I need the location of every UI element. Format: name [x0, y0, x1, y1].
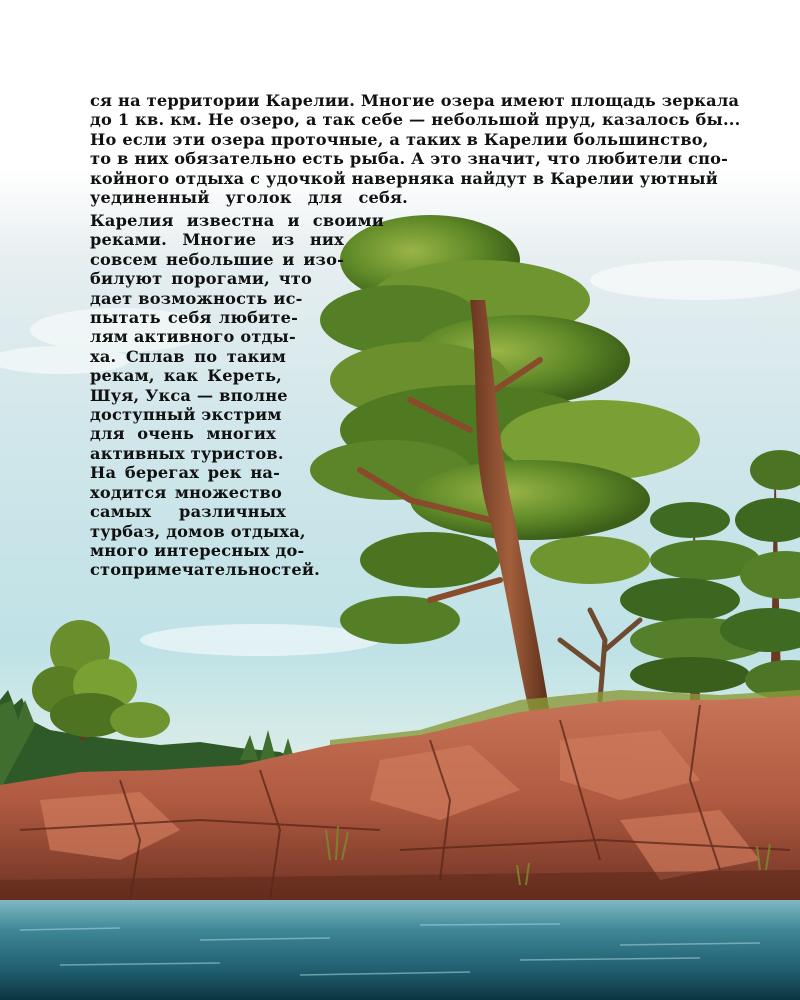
text-line: уединенный уголок для себя.	[90, 188, 408, 208]
text-line: На берегах рек на-	[90, 463, 280, 483]
text-line: пытать себя любите-	[90, 308, 298, 328]
text-line: рекам, как Кереть,	[90, 366, 282, 386]
text-line: для очень многих	[90, 424, 276, 444]
text-line: реками. Многие из них	[90, 230, 344, 250]
text-line: совсем небольшие и изо-	[90, 249, 344, 269]
text-line: самых различных	[90, 502, 286, 522]
text-line: Но если эти озера проточные, а таких в Карелии большинство,	[90, 129, 709, 149]
top-paragraph	[90, 91, 741, 208]
text-line: стопримечательностей.	[90, 560, 320, 580]
text-line: лям активного отды-	[90, 327, 296, 347]
text-line: дает возможность ис-	[90, 288, 303, 308]
text-line: ха. Сплав по таким	[90, 346, 286, 366]
text-line: до 1 кв. км. Не озеро, а так себе — небольшой пруд, казалось бы...	[90, 110, 741, 130]
text-line: койного отдыха с удочкой наверняка найдут в Карелии уютный	[90, 168, 718, 188]
text-line: доступный экстрим	[90, 405, 282, 425]
text-line: много интересных до-	[90, 540, 305, 560]
text-line: билуют порогами, что	[90, 269, 312, 289]
text-line: активных туристов.	[90, 443, 284, 463]
text-line: ходится множество	[90, 482, 282, 502]
text-line: Шуя, Укса — вполне	[90, 385, 288, 405]
text-line: Карелия известна и своими	[90, 211, 384, 230]
text-line: турбаз, домов отдыха,	[90, 521, 306, 541]
text-line: то в них обязательно есть рыба. А это значит, что любители спо-	[90, 149, 729, 169]
left-column-paragraph	[90, 211, 384, 580]
text-line: ся на территории Карелии. Многие озера имеют площадь зеркала	[90, 91, 740, 110]
